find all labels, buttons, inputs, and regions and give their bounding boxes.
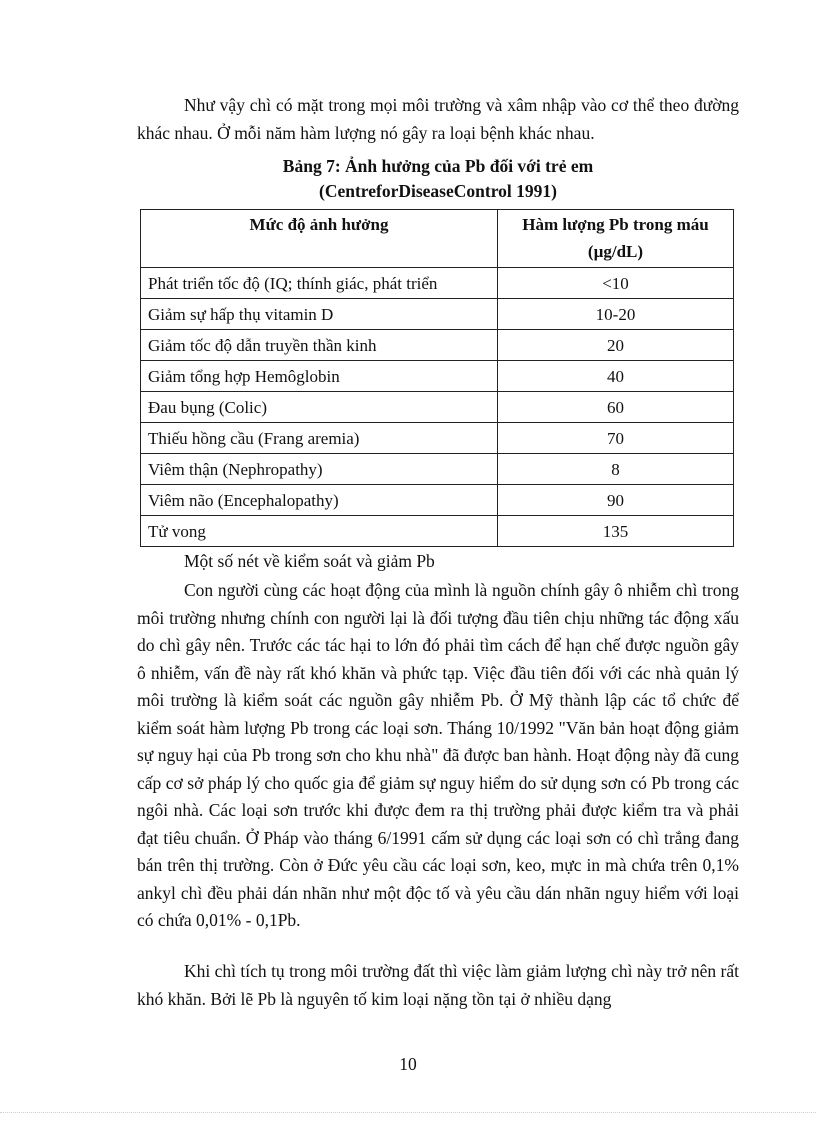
effect-cell: Viêm thận (Nephropathy)	[141, 454, 498, 485]
table-row	[141, 485, 734, 516]
header-level-line2: (µg/dL)	[587, 242, 644, 261]
table-row	[141, 361, 734, 392]
effect-cell: Đau bụng (Colic)	[141, 392, 498, 423]
value-cell: 135	[498, 516, 734, 547]
table-source: (CentreforDiseaseControl 1991)	[319, 181, 557, 201]
value-cell: 20	[498, 330, 734, 361]
paragraph-soil: Khi chì tích tụ trong môi trường đất thì việc làm giảm lượng chì này trở nên rất khó khăn. Bởi lẽ Pb là nguyên tố kim loại nặng tồn tại ở nhiều dạng	[137, 961, 739, 1009]
table-row	[141, 330, 734, 361]
value-cell: 40	[498, 361, 734, 392]
table-row	[141, 392, 734, 423]
effect-cell: Phát triển tốc độ (IQ; thính giác, phát triển	[141, 268, 498, 299]
header-level-line1: Hàm lượng Pb trong máu	[522, 215, 709, 234]
table-header-row	[141, 210, 734, 268]
lead-effects-table	[140, 209, 734, 547]
effect-cell: Giảm tốc độ dẫn truyền thần kinh	[141, 330, 498, 361]
value-cell: 70	[498, 423, 734, 454]
page-number: 10	[399, 1054, 417, 1074]
header-level	[498, 210, 734, 268]
effect-cell: Giảm sự hấp thụ vitamin D	[141, 299, 498, 330]
subheading: Một số nét về kiểm soát và giảm Pb	[184, 551, 435, 571]
effect-cell: Viêm não (Encephalopathy)	[141, 485, 498, 516]
value-cell: <10	[498, 268, 734, 299]
value-cell: 60	[498, 392, 734, 423]
table-row	[141, 299, 734, 330]
table-row	[141, 454, 734, 485]
table-row	[141, 516, 734, 547]
table-row	[141, 423, 734, 454]
value-cell: 90	[498, 485, 734, 516]
page-bottom-divider	[0, 1112, 816, 1113]
value-cell: 10-20	[498, 299, 734, 330]
value-cell: 8	[498, 454, 734, 485]
table-row	[141, 268, 734, 299]
paragraph-lead-control: Con người cùng các hoạt động của mình là nguồn chính gây ô nhiễm chì trong môi trường nhưng chính con người lại là đối tượng đầu tiên chịu những tác động xấu do chì gây nên. Trước các tác hại to lớn đó phải tìm cách để hạn chế được nguồn gây ô nhiễm, vấn đề này rất khó khăn và phức tạp. Việc đầu tiên đối với các nhà quản lý môi trường là kiểm soát các nguồn gây nhiễm Pb. Ở Mỹ thành lập các tổ chức để kiểm soát hàm lượng Pb trong các loại sơn. Tháng 10/1992 "Văn bản hoạt động giảm sự nguy hại của Pb trong sơn cho khu nhà" đã được ban hành. Hoạt động này đã cung cấp cơ sở pháp lý cho quốc gia để giảm sự nguy hiểm do sử dụng sơn có Pb trong các ngôi nhà. Các loại sơn trước khi được đem ra thị trường phải được kiểm tra và phải đạt tiêu chuẩn. Ở Pháp vào tháng 6/1991 cấm sử dụng các loại sơn có chì trắng đang bán trên thị trường. Còn ở Đức yêu cầu các loại sơn, keo, mực in mà chứa trên 0,1% ankyl chì đều phải dán nhãn như một độc tố và yêu cầu dán nhãn nguy hiểm với loại có chứa 0,01% - 0,1Pb.	[137, 580, 739, 930]
effect-cell: Tử vong	[141, 516, 498, 547]
header-effect: Mức độ ảnh hưởng	[141, 210, 498, 268]
effect-cell: Thiếu hồng cầu (Frang aremia)	[141, 423, 498, 454]
effect-cell: Giảm tổng hợp Hemôglobin	[141, 361, 498, 392]
table-title: Bảng 7: Ảnh hưởng của Pb đối với trẻ em	[282, 156, 594, 176]
intro-paragraph: Như vậy chì có mặt trong mọi môi trường và xâm nhập vào cơ thể theo đường khác nhau. Ở mỗi năm hàm lượng nó gây ra loại bệnh khác nhau.	[137, 95, 739, 143]
